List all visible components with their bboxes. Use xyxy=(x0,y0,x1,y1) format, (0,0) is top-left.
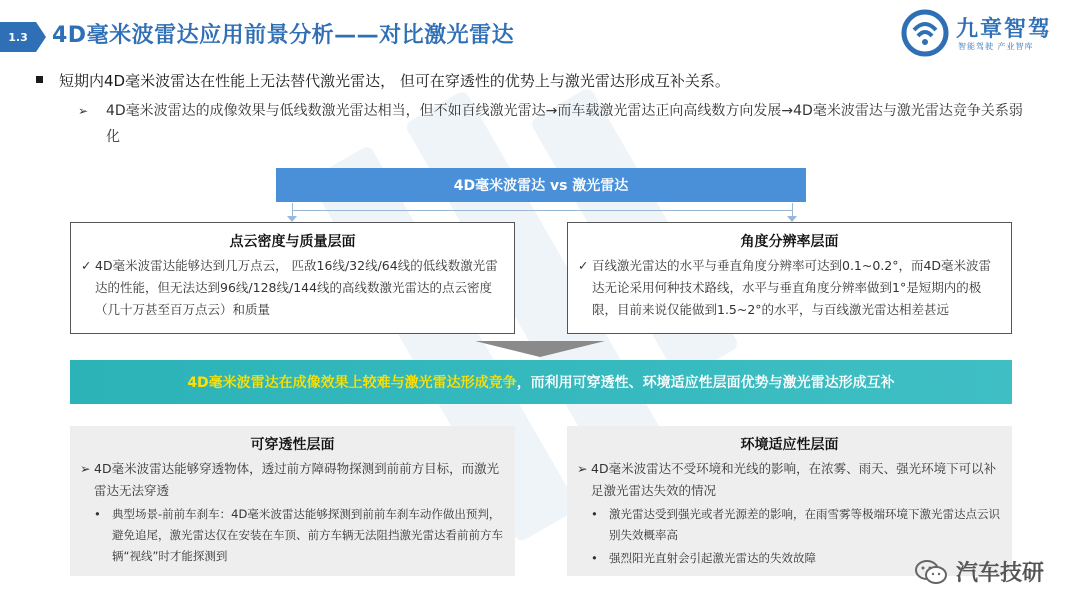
watermark-text: 汽车技研 xyxy=(955,561,1044,586)
penetration-text: 4D毫米波雷达能够穿透物体，透过前方障碍物探测到前前方目标，而激光雷达无法穿透 xyxy=(94,461,500,498)
sub-bullet-text: 4D毫米波雷达的成像效果与低线数激光雷达相当，但不如百线激光雷达→而车载激光雷达正向高线数方向发展→4D毫米波雷达与激光雷达竞争关系弱化 xyxy=(106,103,1023,145)
point-cloud-box xyxy=(70,222,515,334)
point-cloud-body xyxy=(81,255,504,321)
environment-sub-1 xyxy=(591,504,1002,546)
environment-body xyxy=(577,458,1002,502)
dot-bullet-icon: • xyxy=(94,507,101,521)
penetration-sub-text: 典型场景-前前车刹车：4D毫米波雷达能够探测到前前车刹车动作做出预判，避免追尾，激光雷达仅在安装在车顶、前方车辆无法阻挡激光雷达看前前方车辆“视线”时才能探测到 xyxy=(112,507,503,563)
environment-box xyxy=(567,426,1012,576)
environment-text: 4D毫米波雷达不受环境和光线的影响，在浓雾、雨天、强光环境下可以补足激光雷达失效的情况 xyxy=(591,461,997,498)
wechat-icon xyxy=(914,558,948,586)
penetration-sub xyxy=(94,504,505,567)
arrow-bullet-icon: ➢ xyxy=(80,461,91,476)
logo-icon xyxy=(900,8,950,58)
check-icon: ✓ xyxy=(81,258,92,273)
angle-resolution-box xyxy=(567,222,1012,334)
connector-line xyxy=(292,210,792,211)
dot-bullet-icon: • xyxy=(591,507,598,521)
logo-subtitle: 智能驾驶 产业智库 xyxy=(958,42,1034,51)
arrow-bullet-icon: ➢ xyxy=(577,461,588,476)
wechat-watermark xyxy=(914,556,1044,587)
page-title: 4D毫米波雷达应用前景分析——对比激光雷达 xyxy=(52,23,515,48)
down-arrow-icon xyxy=(475,341,605,357)
arrow-bullet-icon: ➢ xyxy=(78,104,89,118)
penetration-box xyxy=(70,426,515,576)
conclusion-highlight: 4D毫米波雷达在成像效果上较难与激光雷达形成竞争 xyxy=(187,375,517,391)
dot-bullet-icon: • xyxy=(591,551,598,565)
check-icon: ✓ xyxy=(578,258,589,273)
brand-logo xyxy=(898,6,1068,60)
main-bullet xyxy=(36,70,730,91)
point-cloud-title: 点云密度与质量层面 xyxy=(229,234,356,250)
conclusion-rest: ，而利用可穿透性、环境适应性层面优势与激光雷达形成互补 xyxy=(516,375,895,391)
environment-sub-text-1: 激光雷达受到强光或者光源差的影响，在雨雪雾等极端环境下激光雷达点云识别失效概率高 xyxy=(609,507,1000,542)
connector-line xyxy=(792,203,793,217)
angle-resolution-title: 角度分辨率层面 xyxy=(740,234,839,250)
angle-resolution-body xyxy=(578,255,1001,321)
sub-bullet xyxy=(78,98,1028,150)
penetration-body xyxy=(80,458,505,502)
slide-number: 1.3 xyxy=(0,22,36,52)
penetration-title: 可穿透性层面 xyxy=(250,437,335,453)
angle-resolution-text: 百线激光雷达的水平与垂直角度分辨率可达到0.1~0.2°，而4D毫米波雷达无论采用何种技术路线，水平与垂直角度分辨率做到1°是短期内的极限，目前来说仅能做到1.5~2°的水平，与百线激光雷达相差甚远 xyxy=(592,258,992,317)
main-bullet-text: 短期内4D毫米波雷达在性能上无法替代激光雷达， 但可在穿透性的优势上与激光雷达形成互补关系。 xyxy=(59,72,730,90)
logo-text: 九章智驾 xyxy=(956,17,1053,42)
environment-title: 环境适应性层面 xyxy=(740,437,839,453)
square-bullet-icon xyxy=(36,76,43,83)
conclusion-bar xyxy=(70,360,1012,404)
comparison-header-bar: 4D毫米波雷达 vs 激光雷达 xyxy=(276,168,806,202)
environment-sub-text-2: 强烈阳光直射会引起激光雷达的失效故障 xyxy=(609,551,816,565)
point-cloud-text: 4D毫米波雷达能够达到几万点云， 匹敌16线/32线/64线的低线数激光雷达的性能，但无法达到96线/128线/144线的高线数激光雷达的点云密度（几十万甚至百万点云）和质量 xyxy=(95,258,498,317)
